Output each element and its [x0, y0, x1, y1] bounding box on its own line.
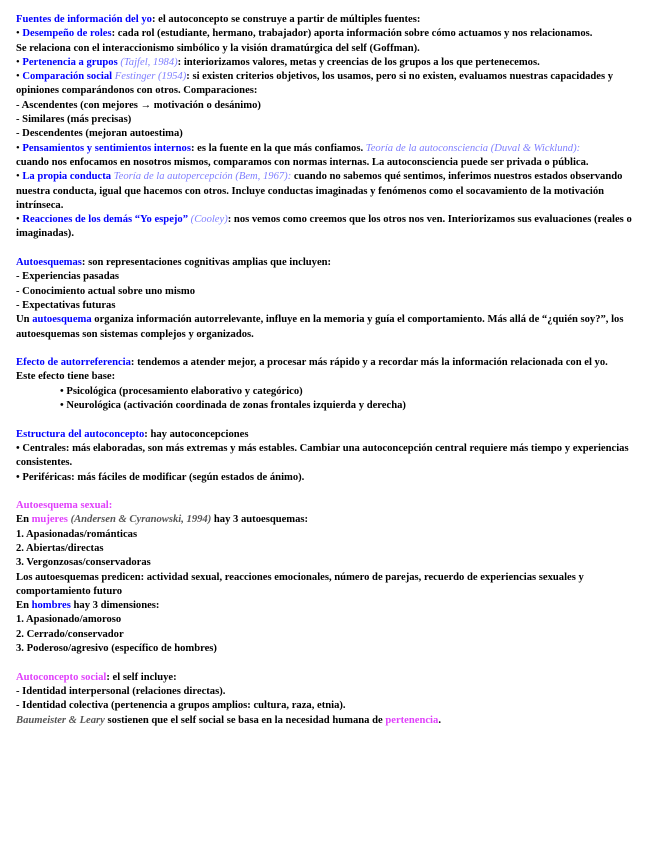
- schemas-intro: Autoesquemas: son representaciones cognitivas amplias que incluyen:: [16, 257, 332, 269]
- identity-item: - Identidad interpersonal (relaciones directas).: [16, 685, 226, 697]
- schemas-list-item: - Experiencias pasadas: [16, 271, 120, 283]
- men-intro: En hombres hay 3 dimensiones:: [16, 600, 160, 612]
- comparison-citation: Festinger (1954): [114, 71, 187, 83]
- women-term: mujeres: [31, 514, 68, 526]
- groups-citation: (Tajfel, 1984): [120, 56, 178, 68]
- comparison-type: - Ascendentes (con mejores → motivación o desánimo): [16, 99, 261, 111]
- roles-item: • Desempeño de roles: cada rol (estudiante, hermano, trabajador) aporta información sobre cómo actuamos y nos relacionamos.: [16, 28, 593, 40]
- comparison-label: Comparación social: [22, 71, 113, 83]
- selfref-heading: Efecto de autorreferencia: [16, 357, 131, 369]
- thoughts-item-cont: cuando nos enfocamos en nosotros mismos, comparamos con normas internas. La autoconsciencia puede ser privada o pública.: [16, 156, 589, 168]
- structure-intro: Estructura del autoconcepto: hay autoconcepciones: [16, 428, 249, 440]
- schemas-heading: Autoesquemas: [16, 257, 82, 269]
- selfref-intro: Efecto de autorreferencia: tendemos a atender mejor, a procesar más rápido y a recordar más la información relacionada con el yo.: [16, 357, 608, 369]
- spacer: [16, 413, 640, 427]
- sexual-schema-heading: Autoesquema sexual:: [16, 500, 113, 512]
- conduct-citation: Teoría de la autopercepción (Bem, 1967):: [113, 171, 292, 183]
- document-body: [16, 13, 640, 728]
- comparison-type: - Similares (más precisas): [16, 114, 132, 126]
- thoughts-item: • Pensamientos y sentimientos internos: es la fuente en la que más confiamos. Teoría de la autoconsciencia (Duval & Wicklund):: [16, 142, 581, 154]
- schemas-list-item: - Expectativas futuras: [16, 299, 116, 311]
- reactions-label: Reacciones de los demás “Yo espejo”: [22, 214, 189, 226]
- women-schema-item: 1. Apasionadas/románticas: [16, 528, 138, 540]
- conduct-item: • La propia conducta Teoría de la autopercepción (Bem, 1967): cuando no sabemos qué sentimos, inferimos nuestros estados observando nuestra conducta, igual que hacemos con otros. Incluye conductas imaginadas y fenómenos como el socavamiento de la motivación intrínseca.: [16, 171, 623, 211]
- comparison-type: - Descendentes (mejoran autoestima): [16, 128, 183, 140]
- selfref-basis-item: • Psicológica (procesamiento elaborativo y categórico): [60, 385, 303, 397]
- structure-heading: Estructura del autoconcepto: [16, 428, 145, 440]
- selfref-basis: Este efecto tiene base:: [16, 371, 116, 383]
- belonging-sentence: Baumeister & Leary sostienen que el self social se basa en la necesidad humana de pertenencia.: [16, 714, 441, 726]
- selfref-basis-item: • Neurológica (activación coordinada de zonas frontales izquierda y derecha): [60, 400, 406, 412]
- spacer: [16, 242, 640, 256]
- roles-label: Desempeño de roles: [22, 28, 112, 40]
- reactions-citation: (Cooley): [190, 214, 228, 226]
- thoughts-citation: Teoría de la autoconsciencia (Duval & Wicklund):: [365, 142, 581, 154]
- identity-item: - Identidad colectiva (pertenencia a grupos amplios: cultura, raza, etnia).: [16, 700, 346, 712]
- women-citation: (Andersen & Cyranowski, 1994): [70, 514, 212, 526]
- men-dimension-item: 3. Poderoso/agresivo (específico de hombres): [16, 643, 217, 655]
- belonging-citation: Baumeister & Leary: [16, 714, 105, 726]
- men-dimension-item: 2. Cerrado/conservador: [16, 628, 124, 640]
- women-schema-item: 2. Abiertas/directas: [16, 542, 104, 554]
- schemas-list-item: - Conocimiento actual sobre uno mismo: [16, 285, 196, 297]
- men-dimension-item: 1. Apasionado/amoroso: [16, 614, 122, 626]
- groups-item: • Pertenencia a grupos (Tajfel, 1984): interiorizamos valores, metas y creencias de los grupos a los que pertenecemos.: [16, 56, 540, 68]
- schema-term: autoesquema: [32, 314, 92, 326]
- belonging-term: pertenencia: [385, 714, 439, 726]
- reactions-item: • Reacciones de los demás “Yo espejo” (Cooley): nos vemos como creemos que los otros nos ven. Interiorizamos sus evaluaciones (reales o imaginadas).: [16, 214, 632, 240]
- sources-heading: Fuentes de información del yo: [16, 14, 152, 25]
- roles-item-cont: Se relaciona con el interaccionismo simbólico y la visión dramatúrgica del self (Goffman).: [16, 42, 420, 54]
- comparison-item: • Comparación social Festinger (1954): si existen criterios objetivos, los usamos, pero si no existen, evaluamos nuestras capacidades y opiniones comparándonos con otros. Comparaciones:: [16, 71, 614, 97]
- spacer: [16, 342, 640, 356]
- spacer: [16, 485, 640, 499]
- spacer: [16, 656, 640, 670]
- men-term: hombres: [31, 600, 71, 612]
- peripheral-selfconcepts: • Periféricas: más fáciles de modificar (según estados de ánimo).: [16, 471, 305, 483]
- women-schema-item: 3. Vergonzosas/conservadoras: [16, 557, 151, 569]
- women-intro: En mujeres (Andersen & Cyranowski, 1994) hay 3 autoesquemas:: [16, 514, 309, 526]
- social-selfconcept-intro: Autoconcepto social: el self incluye:: [16, 671, 177, 683]
- thoughts-label: Pensamientos y sentimientos internos: [22, 142, 191, 154]
- schemas-paragraph: Un autoesquema organiza información autorrelevante, influye en la memoria y guía el comportamiento. Más allá de “¿quién soy?”, los autoesquemas son sistemas complejos y organizados.: [16, 314, 624, 340]
- conduct-label: La propia conducta: [22, 171, 112, 183]
- social-selfconcept-heading: Autoconcepto social: [16, 671, 107, 683]
- central-selfconcepts: • Centrales: más elaboradas, son más extremas y más estables. Cambiar una autoconcepción central requiere más tiempo y experiencias consistentes.: [16, 442, 629, 469]
- groups-label: Pertenencia a grupos: [22, 56, 118, 68]
- sources-intro: Fuentes de información del yo: el autoconcepto se construye a partir de múltiples fuentes:: [16, 14, 421, 25]
- schemas-predict: Los autoesquemas predicen: actividad sexual, reacciones emocionales, número de parejas, recuerdo de experiencias sexuales y comportamiento futuro: [16, 571, 584, 597]
